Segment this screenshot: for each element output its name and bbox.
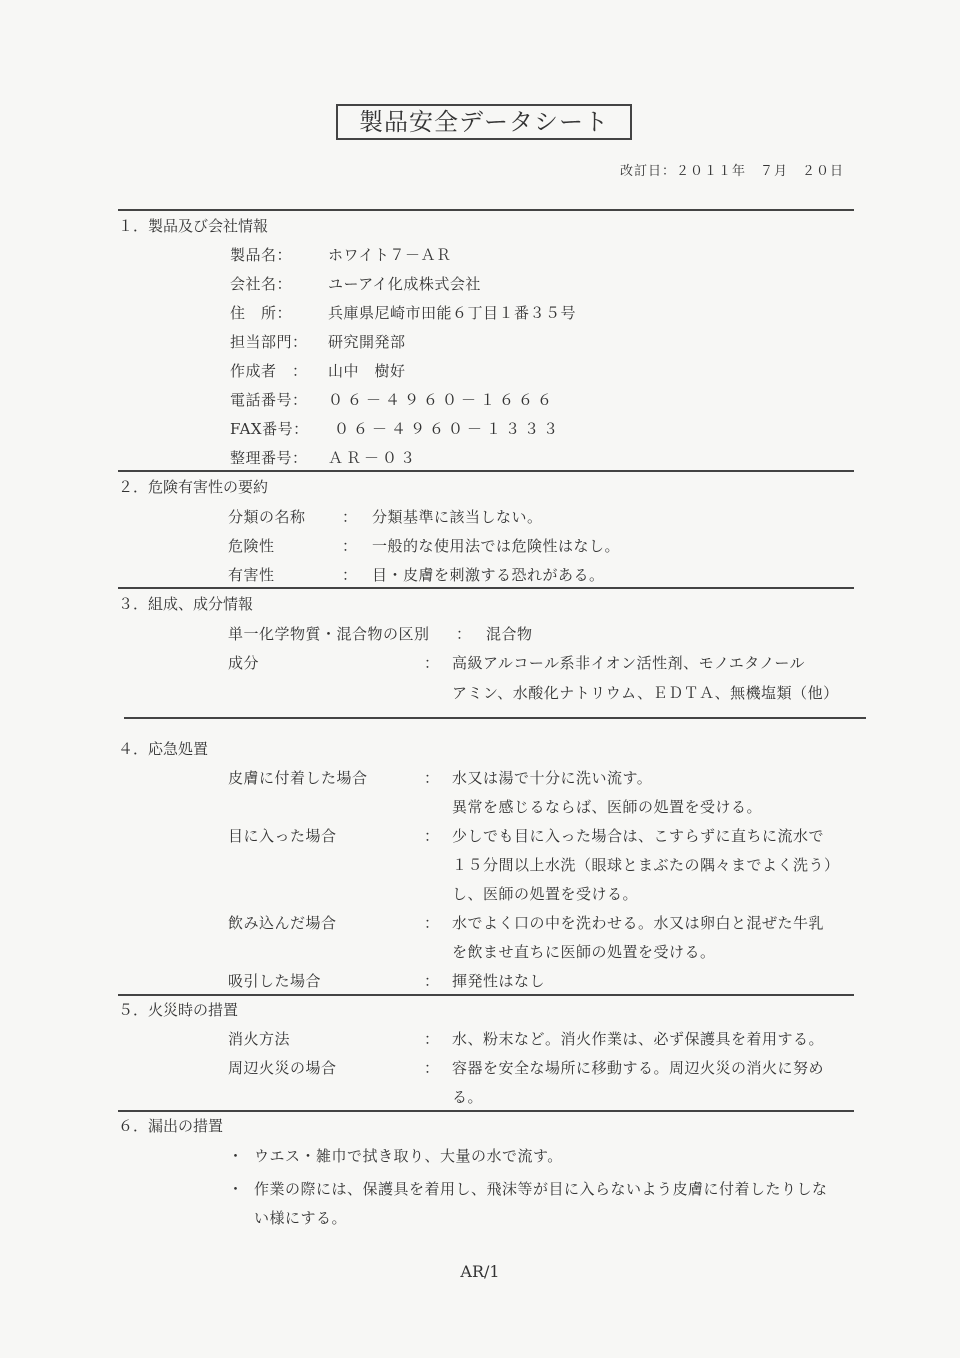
hazard-label: 危険性	[228, 537, 275, 555]
toxicity-value: 目・皮膚を刺激する恐れがある。	[372, 566, 605, 584]
address-label: 住 所：	[230, 304, 293, 322]
classification-label: 分類の名称	[228, 508, 306, 526]
fax-label: FAX番号：	[230, 420, 309, 438]
page-number: AR/1	[460, 1262, 500, 1281]
spill-item-1: ウエス・雑巾で拭き取り、大量の水で流す。	[254, 1147, 563, 1165]
nearby-fire-label: 周辺火災の場合	[228, 1059, 337, 1077]
section-6-heading: ６．漏出の措置	[118, 1117, 224, 1135]
colon: ：	[342, 537, 358, 555]
skin-contact-line-2: 異常を感じるならば、医師の処置を受ける。	[452, 798, 763, 816]
colon: ：	[342, 566, 358, 584]
section-3-heading: ３．組成、成分情報	[118, 595, 254, 613]
section-2-heading: ２．危険有害性の要約	[118, 478, 269, 496]
colon: ：	[424, 972, 440, 990]
section-4-heading: ４．応急処置	[118, 740, 209, 758]
colon: ：	[456, 625, 472, 643]
extinguishing-label: 消火方法	[228, 1030, 291, 1048]
colon: ：	[424, 769, 440, 787]
eye-contact-label: 目に入った場合	[228, 827, 337, 845]
section-divider	[118, 209, 854, 211]
inhalation-line-1: 揮発性はなし	[452, 972, 546, 990]
eye-contact-line-3: し、医師の処置を受ける。	[452, 885, 639, 903]
toxicity-label: 有害性	[228, 566, 275, 584]
eye-contact-line-1: 少しでも目に入った場合は、こすらずに直ちに流水で	[452, 827, 825, 845]
components-line-1: 高級アルコール系非イオン活性剤、モノエタノール	[452, 654, 806, 672]
reference-value: ＡＲ－０３	[328, 449, 419, 467]
extinguishing-line-1: 水、粉末など。消火作業は、必ず保護具を着用する。	[452, 1030, 825, 1048]
phone-value: ０６－４９６０－１６６６	[328, 391, 557, 409]
skin-contact-line-1: 水又は湯で十分に洗い流す。	[452, 769, 653, 787]
reference-label: 整理番号：	[230, 449, 308, 467]
product-name-label: 製品名：	[230, 246, 293, 264]
document-title: 製品安全データシート	[336, 104, 632, 140]
spill-item-2-line-2: い様にする。	[254, 1209, 348, 1227]
components-label: 成分	[228, 654, 260, 672]
bullet: ・	[228, 1180, 244, 1198]
colon: ：	[342, 508, 358, 526]
ingestion-label: 飲み込んだ場合	[228, 914, 337, 932]
nearby-fire-line-2: る。	[452, 1088, 484, 1106]
section-divider	[124, 717, 866, 719]
author-value: 山中 樹好	[328, 362, 406, 380]
substance-type-value: 混合物	[486, 625, 533, 643]
nearby-fire-line-1: 容器を安全な場所に移動する。周辺火災の消火に努め	[452, 1059, 825, 1077]
colon: ：	[424, 914, 440, 932]
colon: ：	[424, 1059, 440, 1077]
classification-value: 分類基準に該当しない。	[372, 508, 543, 526]
section-divider	[118, 1110, 854, 1112]
bullet: ・	[228, 1147, 244, 1165]
substance-type-label: 単一化学物質・混合物の区別	[228, 625, 430, 643]
ingestion-line-1: 水でよく口の中を洗わせる。水又は卵白と混ぜた牛乳	[452, 914, 825, 932]
section-1-heading: １．製品及び会社情報	[118, 217, 269, 235]
section-divider	[118, 587, 854, 589]
spill-item-2-line-1: 作業の際には、保護具を着用し、飛沫等が目に入らないよう皮膚に付着したりしな	[254, 1180, 828, 1198]
colon: ：	[424, 654, 440, 672]
product-name-value: ホワイト７－ＡＲ	[328, 246, 452, 264]
hazard-value: 一般的な使用法では危険性はなし。	[372, 537, 621, 555]
department-value: 研究開発部	[328, 333, 406, 351]
author-label: 作成者 ：	[230, 362, 308, 380]
company-name-value: ユーアイ化成株式会社	[328, 275, 481, 293]
fax-value: ０６－４９６０－１３３３	[334, 420, 563, 438]
department-label: 担当部門：	[230, 333, 308, 351]
company-name-label: 会社名：	[230, 275, 293, 293]
revision-date: 改訂日：２０１１年 ７月 ２０日	[619, 164, 844, 179]
phone-label: 電話番号：	[230, 391, 308, 409]
inhalation-label: 吸引した場合	[228, 972, 322, 990]
eye-contact-line-2: １５分間以上水洗（眼球とまぶたの隅々までよく洗う）	[452, 856, 840, 874]
section-divider	[118, 470, 854, 472]
section-5-heading: ５．火災時の措置	[118, 1001, 239, 1019]
section-divider	[118, 994, 854, 996]
ingestion-line-2: を飲ませ直ちに医師の処置を受ける。	[452, 943, 716, 961]
address-value: 兵庫県尼崎市田能６丁目１番３５号	[328, 304, 577, 322]
colon: ：	[424, 827, 440, 845]
components-line-2: アミン、水酸化ナトリウム、ＥＤＴＡ、無機塩類（他）	[452, 684, 839, 702]
skin-contact-label: 皮膚に付着した場合	[228, 769, 368, 787]
colon: ：	[424, 1030, 440, 1048]
